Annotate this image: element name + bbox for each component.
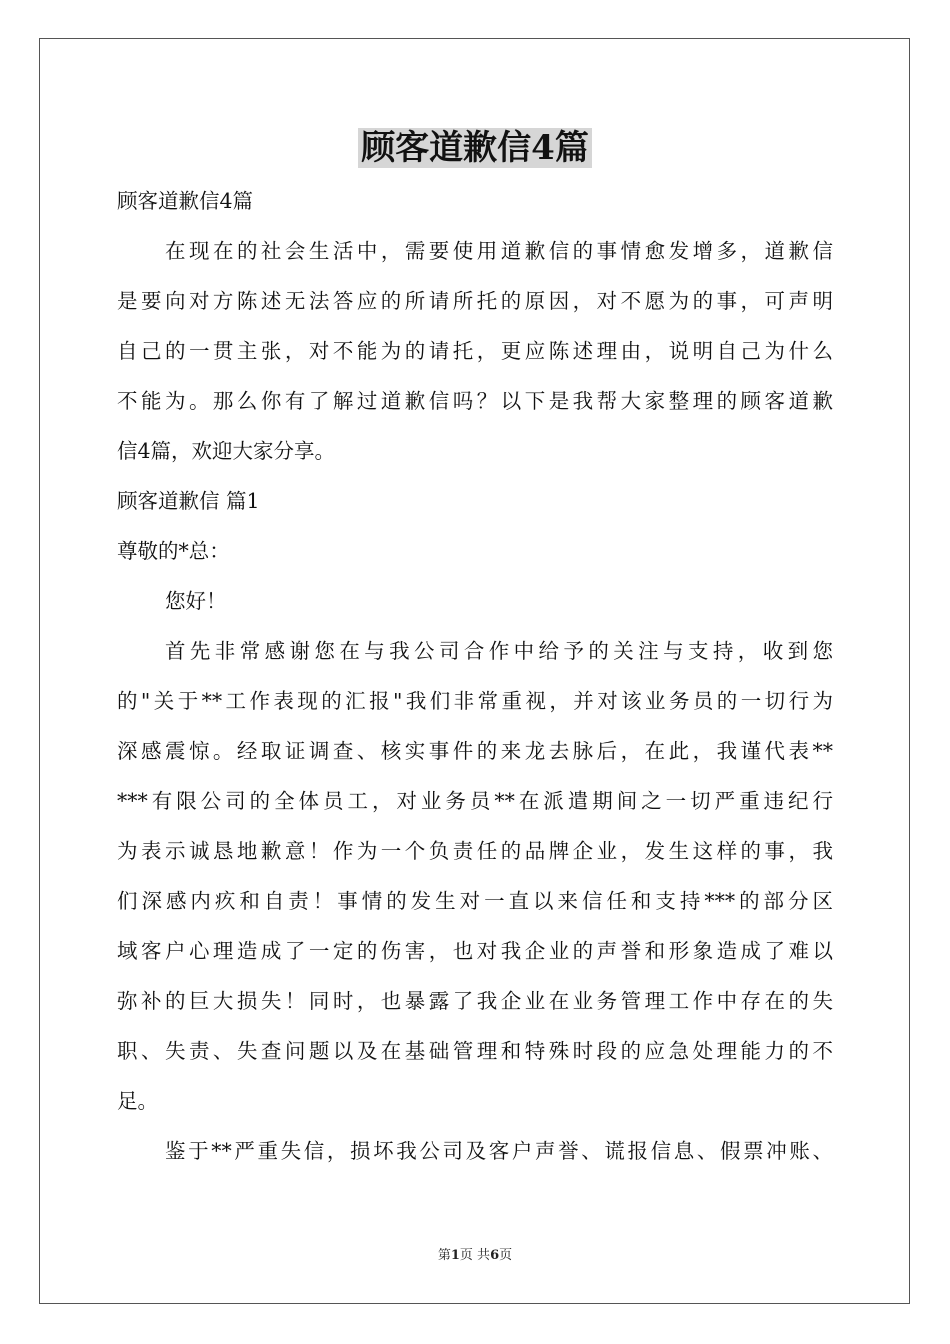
text-line: 首先非常感谢您在与我公司合作中给予的关注与支持，收到您 <box>165 639 833 663</box>
text-line: 弥补的巨大损失！同时，也暴露了我企业在业务管理工作中存在的失 <box>117 989 833 1013</box>
footer-page-number: 1 <box>450 1248 460 1263</box>
text-line: 鉴于**严重失信，损坏我公司及客户声誉、谎报信息、假票冲账、 <box>165 1139 833 1163</box>
text-line: 顾客道歉信 篇1 <box>117 489 260 513</box>
text-line: 自己的一贯主张，对不能为的请托，更应陈述理由，说明自己为什么 <box>117 339 833 363</box>
text-line: 不能为。那么你有了解过道歉信吗？以下是我帮大家整理的顾客道歉 <box>117 389 833 413</box>
text-line: 为表示诚恳地歉意！作为一个负责任的品牌企业，发生这样的事，我 <box>117 839 833 863</box>
text-line: 足。 <box>117 1089 158 1113</box>
document-body <box>117 176 833 1176</box>
text-line: 在现在的社会生活中，需要使用道歉信的事情愈发增多，道歉信 <box>165 239 833 263</box>
text-line: 们深感内疚和自责！事情的发生对一直以来信任和支持***的部分区 <box>117 889 833 913</box>
text-line: 域客户心理造成了一定的伤害，也对我企业的声誉和形象造成了难以 <box>117 939 833 963</box>
footer-middle: 页 共 <box>459 1248 491 1263</box>
text-line: 尊敬的*总： <box>117 539 230 563</box>
footer-prefix: 第 <box>437 1248 451 1263</box>
footer-total-pages: 6 <box>490 1248 500 1263</box>
document-subtitle: 顾客道歉信4篇 <box>117 189 254 213</box>
page-footer <box>0 1247 950 1265</box>
text-line: 信4篇，欢迎大家分享。 <box>117 439 336 463</box>
body-text <box>117 226 833 1176</box>
text-line: 是要向对方陈述无法答应的所请所托的原因，对不愿为的事，可声明 <box>117 289 833 313</box>
footer-suffix: 页 <box>499 1248 513 1263</box>
text-line: 深感震惊。经取证调查、核实事件的来龙去脉后，在此，我谨代表** <box>117 739 833 763</box>
title-container <box>0 128 950 168</box>
text-line: 职、失责、失查问题以及在基础管理和特殊时段的应急处理能力的不 <box>117 1039 833 1063</box>
text-line: 您好！ <box>165 589 227 613</box>
text-line: 的"关于**工作表现的汇报"我们非常重视，并对该业务员的一切行为 <box>117 689 833 713</box>
text-line: ***有限公司的全体员工，对业务员**在派遣期间之一切严重违纪行 <box>117 789 833 813</box>
document-title: 顾客道歉信4篇 <box>358 128 592 168</box>
